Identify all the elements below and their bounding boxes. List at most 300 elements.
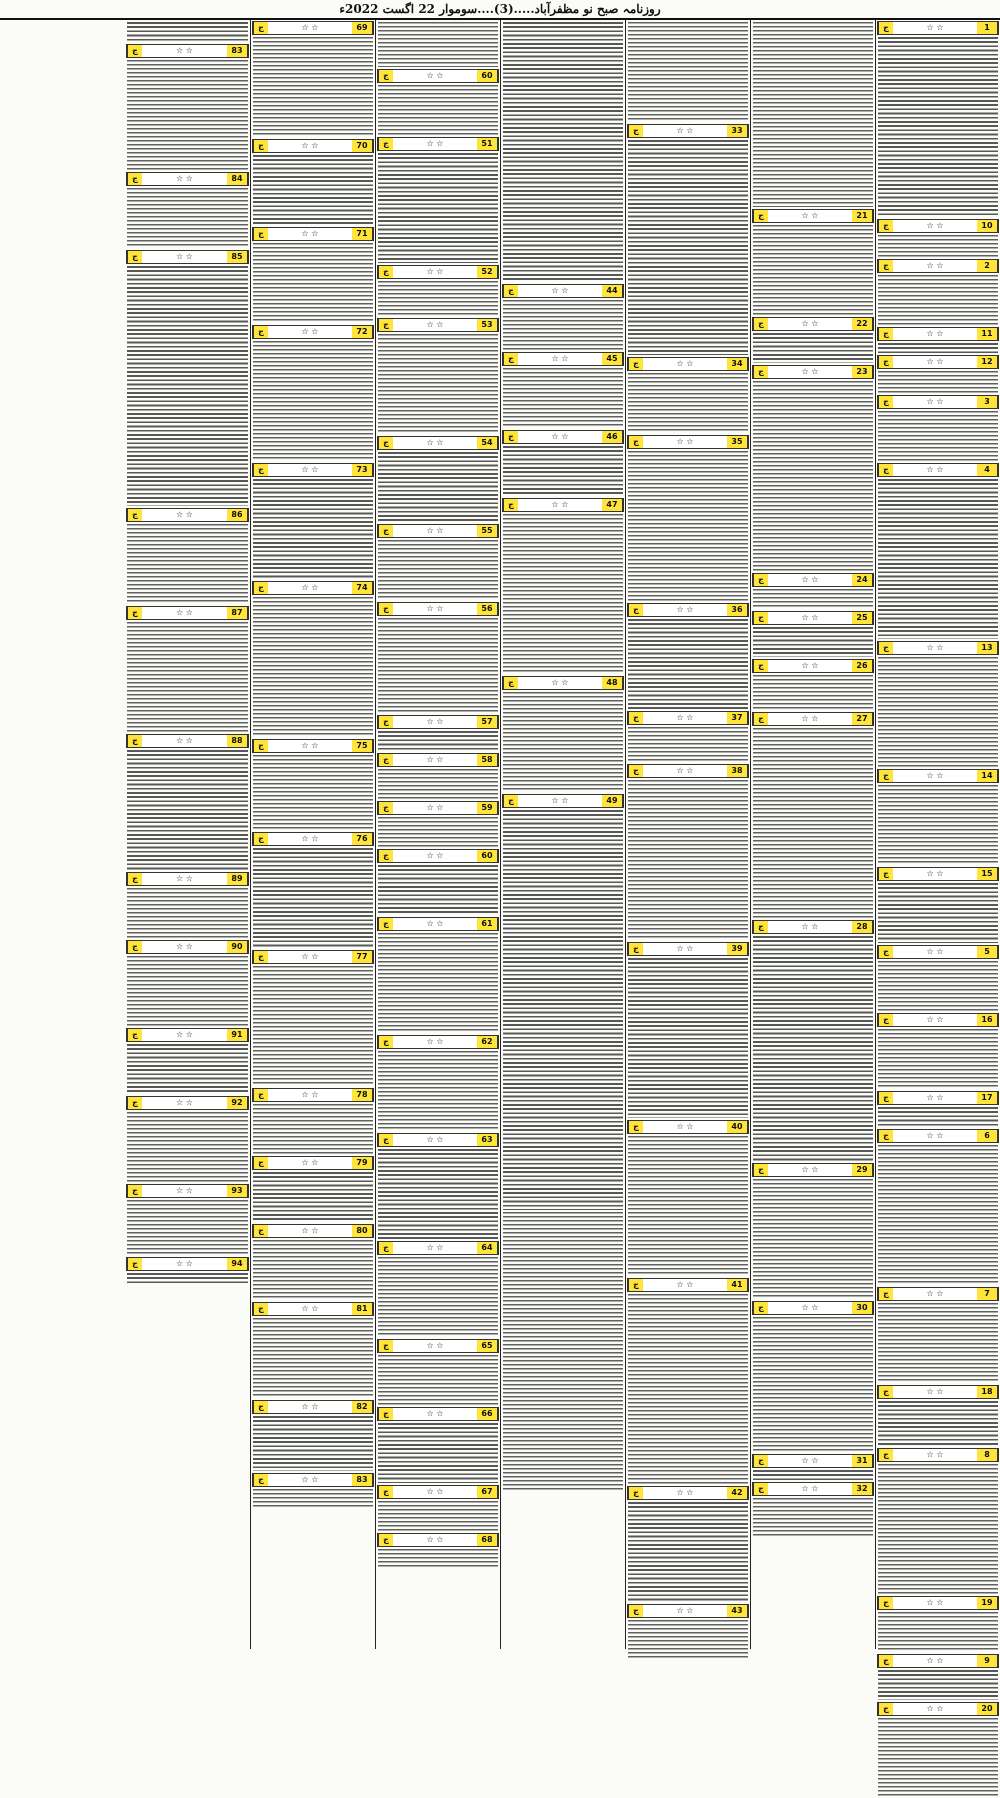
ad-body-text <box>253 966 373 1086</box>
classified-ad <box>126 940 249 1026</box>
ad-body-text <box>628 373 748 433</box>
ad-body-text <box>253 1240 373 1300</box>
ad-tag-icon: ج <box>378 266 393 278</box>
ad-header <box>752 365 874 379</box>
ad-tag-icon: ج <box>253 464 268 476</box>
ad-tag-icon: ج <box>253 1401 268 1413</box>
ad-tag-icon: ج <box>878 1655 893 1667</box>
ad-header <box>126 872 249 886</box>
ad-body-text <box>378 618 498 713</box>
star-icon: ☆ ☆ <box>176 1098 193 1107</box>
ad-tag-icon: ج <box>378 70 393 82</box>
classified-ad <box>377 1533 499 1569</box>
star-icon: ☆ ☆ <box>176 46 193 55</box>
ad-number: 13 <box>977 642 998 654</box>
ad-number: 68 <box>477 1534 498 1546</box>
star-icon: ☆ ☆ <box>176 510 193 519</box>
ad-body-text <box>878 883 998 943</box>
ad-tag-icon: ج <box>628 1279 643 1291</box>
ad-number: 24 <box>852 574 873 586</box>
ad-header <box>627 711 749 725</box>
column-4 <box>500 20 625 1649</box>
ad-tag-icon: ج <box>628 712 643 724</box>
ad-tag-icon: ج <box>753 660 768 672</box>
ad-header <box>752 611 874 625</box>
classified-ad <box>877 355 999 393</box>
ad-number: 75 <box>352 740 373 752</box>
star-icon: ☆ ☆ <box>426 320 444 329</box>
ad-number: 81 <box>352 1303 373 1315</box>
column-5 <box>375 20 500 1649</box>
classified-ad <box>126 1257 249 1283</box>
ad-tag-icon: ج <box>378 918 393 930</box>
classified-ad <box>627 124 749 355</box>
ad-header <box>877 259 999 273</box>
ad-header <box>126 734 249 748</box>
classified-ad <box>377 69 499 135</box>
ad-number: 49 <box>602 795 623 807</box>
ad-tag-icon: ج <box>378 1134 393 1146</box>
ad-header <box>752 1163 874 1177</box>
star-icon: ☆ ☆ <box>426 1037 444 1046</box>
ad-tag-icon: ج <box>753 1483 768 1495</box>
ad-number: 74 <box>352 582 373 594</box>
star-icon: ☆ ☆ <box>426 604 444 613</box>
ad-tag-icon: ج <box>378 754 393 766</box>
star-icon: ☆ ☆ <box>176 252 193 261</box>
classified-ad <box>502 498 624 674</box>
ad-body-text <box>878 37 998 217</box>
star-icon: ☆ ☆ <box>301 1090 319 1099</box>
star-icon: ☆ ☆ <box>426 1535 444 1544</box>
ad-header <box>627 124 749 138</box>
ad-body-text <box>753 728 873 918</box>
ad-header <box>377 849 499 863</box>
ad-tag-icon: ج <box>127 1258 142 1270</box>
ad-header <box>252 21 374 35</box>
ad-number: 62 <box>477 1036 498 1048</box>
ad-body-text <box>253 1318 373 1398</box>
classified-ad <box>377 436 499 522</box>
star-icon: ☆ ☆ <box>926 947 944 956</box>
ad-body-text <box>253 37 373 137</box>
star-icon: ☆ ☆ <box>426 1135 444 1144</box>
classified-ad <box>627 764 749 940</box>
classified-ad <box>877 219 999 257</box>
ad-number: 38 <box>727 765 748 777</box>
ad-header <box>377 801 499 815</box>
classified-ad <box>377 917 499 1033</box>
classified-ad <box>877 463 999 639</box>
ad-number: 46 <box>602 431 623 443</box>
classified-ad <box>877 21 999 217</box>
classified-ad <box>627 357 749 433</box>
ad-tag-icon: ج <box>127 607 142 619</box>
ad-header <box>252 463 374 477</box>
ad-header <box>252 1473 374 1487</box>
classified-ad <box>252 1473 374 1509</box>
ad-header <box>877 395 999 409</box>
ad-tag-icon: ج <box>753 612 768 624</box>
ad-number: 30 <box>852 1302 873 1314</box>
classified-ad <box>877 327 999 353</box>
ad-body-text <box>753 381 873 571</box>
star-icon: ☆ ☆ <box>676 359 694 368</box>
ad-tag-icon: ج <box>503 795 518 807</box>
ad-number: 83 <box>227 45 248 57</box>
ad-header <box>377 137 499 151</box>
ad-body-text <box>878 1464 998 1594</box>
star-icon: ☆ ☆ <box>301 834 319 843</box>
ad-tag-icon: ج <box>378 319 393 331</box>
classified-ad <box>377 753 499 799</box>
classified-ad <box>752 1454 874 1480</box>
ad-number: 37 <box>727 712 748 724</box>
classified-ad <box>252 227 374 323</box>
star-icon: ☆ ☆ <box>426 755 444 764</box>
ad-body-text <box>253 1104 373 1154</box>
star-icon: ☆ ☆ <box>176 1259 193 1268</box>
ad-tag-icon: ج <box>378 1408 393 1420</box>
classified-ad <box>502 1212 624 1492</box>
ad-body-text <box>378 817 498 847</box>
ad-header <box>877 219 999 233</box>
ad-tag-icon: ج <box>878 1130 893 1142</box>
classified-ad <box>877 867 999 943</box>
ad-header <box>877 1596 999 1610</box>
star-icon: ☆ ☆ <box>801 714 819 723</box>
star-icon: ☆ ☆ <box>301 1402 319 1411</box>
ad-body-text <box>628 1136 748 1276</box>
column-6 <box>250 20 375 1649</box>
ad-number: 11 <box>977 328 998 340</box>
ad-tag-icon: ج <box>253 582 268 594</box>
ad-tag-icon: ج <box>878 1014 893 1026</box>
ad-body-text <box>878 1612 998 1652</box>
ad-body-text <box>503 22 623 282</box>
star-icon: ☆ ☆ <box>676 1280 694 1289</box>
ad-header <box>877 1702 999 1716</box>
ad-body-text <box>878 1401 998 1446</box>
ad-number: 12 <box>977 356 998 368</box>
classified-ad <box>752 1301 874 1452</box>
ad-header <box>377 753 499 767</box>
ad-tag-icon: ج <box>127 1029 142 1041</box>
ad-number: 23 <box>852 366 873 378</box>
classified-ad <box>502 430 624 496</box>
ad-number: 53 <box>477 319 498 331</box>
ad-tag-icon: ج <box>503 353 518 365</box>
ad-header <box>877 867 999 881</box>
classified-ad <box>877 1013 999 1089</box>
ad-body-text <box>378 452 498 522</box>
star-icon: ☆ ☆ <box>926 261 944 270</box>
ad-header <box>877 1287 999 1301</box>
ad-body-text <box>753 627 873 657</box>
ad-tag-icon: ج <box>628 1605 643 1617</box>
ad-body-text <box>378 731 498 751</box>
star-icon: ☆ ☆ <box>301 1158 319 1167</box>
ad-body-text <box>127 1112 248 1182</box>
star-icon: ☆ ☆ <box>176 1030 193 1039</box>
ad-tag-icon: ج <box>378 138 393 150</box>
ad-body-text <box>753 675 873 710</box>
ad-header <box>752 920 874 934</box>
star-icon: ☆ ☆ <box>801 1165 819 1174</box>
star-icon: ☆ ☆ <box>301 583 319 592</box>
ad-number: 20 <box>977 1703 998 1715</box>
ad-header <box>126 1096 249 1110</box>
ad-tag-icon: ج <box>253 740 268 752</box>
ad-body-text <box>878 411 998 461</box>
ad-header <box>627 1604 749 1618</box>
ad-body-text <box>127 60 248 170</box>
ad-header <box>877 327 999 341</box>
ad-number: 6 <box>977 1130 998 1142</box>
ad-header <box>502 676 624 690</box>
ad-body-text <box>503 446 623 496</box>
ad-tag-icon: ج <box>878 260 893 272</box>
star-icon: ☆ ☆ <box>426 1243 444 1252</box>
ad-number: 76 <box>352 833 373 845</box>
ad-number: 70 <box>352 140 373 152</box>
ad-body-text <box>253 155 373 225</box>
ad-header <box>126 606 249 620</box>
ad-body-text <box>878 1718 998 1798</box>
ad-header <box>252 1088 374 1102</box>
ad-number: 21 <box>852 210 873 222</box>
ad-tag-icon: ج <box>378 1486 393 1498</box>
star-icon: ☆ ☆ <box>301 1304 319 1313</box>
ad-header <box>252 1302 374 1316</box>
ad-header <box>126 508 249 522</box>
star-icon: ☆ ☆ <box>426 71 444 80</box>
classified-ad <box>877 1385 999 1446</box>
ad-number: 45 <box>602 353 623 365</box>
ad-header <box>252 739 374 753</box>
classified-ad <box>377 1241 499 1337</box>
ad-header <box>752 659 874 673</box>
ad-body-text <box>378 334 498 434</box>
ad-body-text <box>878 1029 998 1089</box>
ad-tag-icon: ج <box>628 436 643 448</box>
ad-header <box>252 325 374 339</box>
ad-header <box>126 44 249 58</box>
ad-body-text <box>253 755 373 830</box>
ad-tag-icon: ج <box>878 396 893 408</box>
ad-header <box>627 435 749 449</box>
classified-ad <box>752 1163 874 1299</box>
ad-body-text <box>378 153 498 263</box>
ad-body-text <box>378 1501 498 1531</box>
star-icon: ☆ ☆ <box>926 1704 944 1713</box>
ad-body-text <box>253 1172 373 1222</box>
star-icon: ☆ ☆ <box>301 1475 319 1484</box>
ad-tag-icon: ج <box>878 1597 893 1609</box>
ad-number: 43 <box>727 1605 748 1617</box>
star-icon: ☆ ☆ <box>676 944 694 953</box>
classified-ad <box>126 172 249 248</box>
star-icon: ☆ ☆ <box>676 1122 694 1131</box>
star-icon: ☆ ☆ <box>301 465 319 474</box>
ad-tag-icon: ج <box>628 1121 643 1133</box>
classified-ad <box>502 676 624 792</box>
ad-header <box>877 21 999 35</box>
ad-header <box>252 581 374 595</box>
star-icon: ☆ ☆ <box>676 1606 694 1615</box>
ad-number: 71 <box>352 228 373 240</box>
classified-ad <box>627 711 749 762</box>
classified-ad <box>752 611 874 657</box>
ad-number: 59 <box>477 802 498 814</box>
ad-header <box>502 430 624 444</box>
ad-tag-icon: ج <box>878 1703 893 1715</box>
classified-ad <box>377 524 499 600</box>
ad-number: 94 <box>227 1258 248 1270</box>
classified-ad <box>627 1604 749 1660</box>
ad-body-text <box>878 479 998 639</box>
ad-header <box>877 1448 999 1462</box>
ad-tag-icon: ج <box>628 943 643 955</box>
star-icon: ☆ ☆ <box>801 922 819 931</box>
ad-header <box>377 265 499 279</box>
ad-header <box>377 1533 499 1547</box>
ad-number: 7 <box>977 1288 998 1300</box>
column-1 <box>875 20 1000 1713</box>
ad-number: 83 <box>352 1474 373 1486</box>
classified-ad <box>252 139 374 225</box>
star-icon: ☆ ☆ <box>926 329 944 338</box>
ad-number: 28 <box>852 921 873 933</box>
classified-ad <box>126 734 249 870</box>
ad-body-text <box>878 1107 998 1127</box>
ad-body-text <box>753 333 873 363</box>
ad-number: 63 <box>477 1134 498 1146</box>
star-icon: ☆ ☆ <box>551 500 569 509</box>
ad-number: 87 <box>227 607 248 619</box>
ad-header <box>377 1133 499 1147</box>
ad-number: 80 <box>352 1225 373 1237</box>
ad-tag-icon: ج <box>753 366 768 378</box>
ad-tag-icon: ج <box>378 850 393 862</box>
ad-body-text <box>878 785 998 865</box>
ad-body-text <box>253 243 373 323</box>
ad-body-text <box>378 22 498 67</box>
ad-tag-icon: ج <box>878 1092 893 1104</box>
ad-tag-icon: ج <box>753 1455 768 1467</box>
ad-number: 86 <box>227 509 248 521</box>
classified-ad <box>126 1184 249 1255</box>
ad-body-text <box>753 1498 873 1538</box>
ad-header <box>877 463 999 477</box>
ad-number: 56 <box>477 603 498 615</box>
ad-body-text <box>253 479 373 579</box>
ad-header <box>252 139 374 153</box>
ad-body-text <box>878 343 998 353</box>
classified-ad <box>627 1486 749 1602</box>
classified-ad <box>877 1091 999 1127</box>
ad-body-text <box>753 1179 873 1299</box>
ad-header <box>752 712 874 726</box>
ad-tag-icon: ج <box>127 173 142 185</box>
ad-body-text <box>253 848 373 948</box>
ad-body-text <box>503 692 623 792</box>
ad-tag-icon: ج <box>253 1089 268 1101</box>
ad-header <box>877 641 999 655</box>
ad-tag-icon: ج <box>878 220 893 232</box>
ad-header <box>877 1013 999 1027</box>
ad-tag-icon: ج <box>753 574 768 586</box>
classified-ad <box>752 573 874 609</box>
ad-number: 55 <box>477 525 498 537</box>
ad-header <box>502 352 624 366</box>
star-icon: ☆ ☆ <box>801 319 819 328</box>
ad-number: 67 <box>477 1486 498 1498</box>
ad-number: 44 <box>602 285 623 297</box>
ad-tag-icon: ج <box>628 765 643 777</box>
classified-ad <box>252 1400 374 1471</box>
ad-number: 73 <box>352 464 373 476</box>
ad-body-text <box>753 589 873 609</box>
star-icon: ☆ ☆ <box>301 1226 319 1235</box>
column-3 <box>625 20 750 1649</box>
ad-body-text <box>253 1489 373 1509</box>
star-icon: ☆ ☆ <box>801 661 819 670</box>
ad-body-text <box>253 597 373 737</box>
ad-body-text <box>628 22 748 122</box>
ad-number: 57 <box>477 716 498 728</box>
classified-ad <box>252 832 374 948</box>
classified-ad <box>377 318 499 434</box>
classified-ad <box>877 1596 999 1652</box>
ad-body-text <box>253 341 373 461</box>
ad-body-text <box>878 657 998 767</box>
classified-ad <box>252 1224 374 1300</box>
ad-body-text <box>378 1051 498 1131</box>
ad-tag-icon: ج <box>753 210 768 222</box>
ad-number: 10 <box>977 220 998 232</box>
classified-ad <box>877 1448 999 1594</box>
classified-ad <box>502 22 624 282</box>
ad-number: 27 <box>852 713 873 725</box>
classified-ad <box>752 317 874 363</box>
ad-header <box>752 1301 874 1315</box>
star-icon: ☆ ☆ <box>426 919 444 928</box>
ad-tag-icon: ج <box>878 356 893 368</box>
classified-ad <box>627 1278 749 1484</box>
star-icon: ☆ ☆ <box>926 1289 944 1298</box>
ad-tag-icon: ج <box>127 1185 142 1197</box>
classified-ad <box>377 1407 499 1483</box>
ad-tag-icon: ج <box>878 464 893 476</box>
ad-tag-icon: ج <box>253 833 268 845</box>
star-icon: ☆ ☆ <box>426 1487 444 1496</box>
ad-body-text <box>378 281 498 316</box>
ad-tag-icon: ج <box>253 326 268 338</box>
star-icon: ☆ ☆ <box>301 23 319 32</box>
star-icon: ☆ ☆ <box>301 141 319 150</box>
ad-tag-icon: ج <box>378 525 393 537</box>
ad-number: 33 <box>727 125 748 137</box>
star-icon: ☆ ☆ <box>801 211 819 220</box>
star-icon: ☆ ☆ <box>301 741 319 750</box>
star-icon: ☆ ☆ <box>926 397 944 406</box>
classified-ad <box>377 602 499 713</box>
ad-header <box>126 1028 249 1042</box>
ad-number: 92 <box>227 1097 248 1109</box>
ad-tag-icon: ج <box>127 251 142 263</box>
newspaper-page <box>0 20 1000 1713</box>
